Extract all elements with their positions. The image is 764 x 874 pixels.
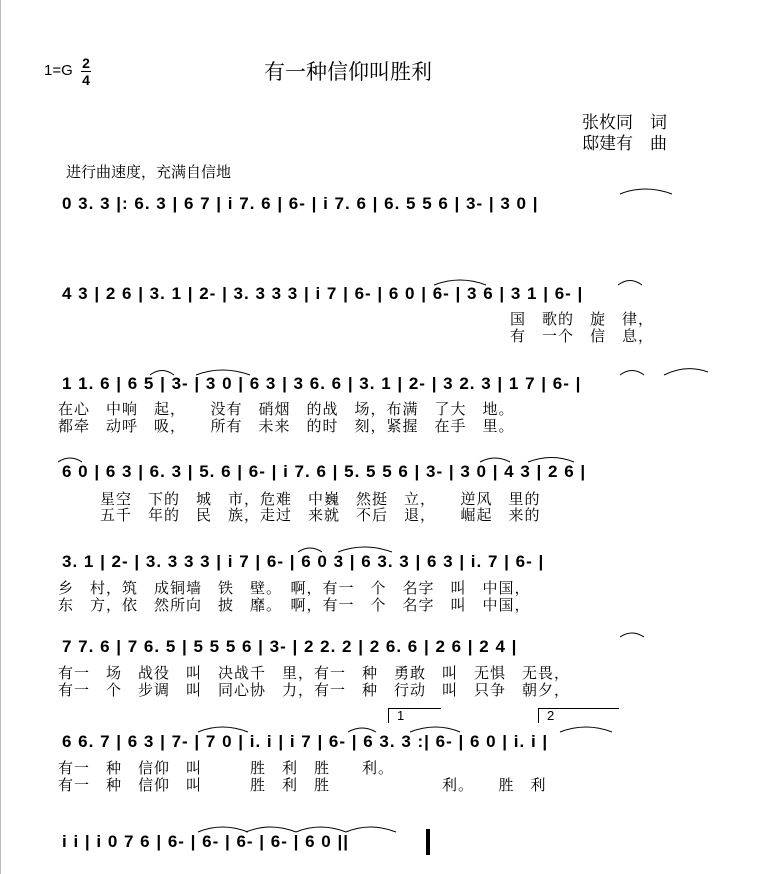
- lyric-line: 东 方，依 然所向 披 靡。 啊，有一 个 名字 叫 中国，: [58, 597, 531, 614]
- song-title: 有一种信仰叫胜利: [264, 61, 432, 84]
- volta-second: 2: [538, 708, 619, 723]
- key-signature: 1=G: [44, 62, 73, 79]
- lyric-line: 有一 个 步调 叫 同心协 力，有一 种 行动 叫 只争 朝夕，: [58, 682, 571, 699]
- notation-line: 4 3 | 2 6 | 3. 1 | 2- | 3. 3 3 3 | i 7 | 6- | 6 0 | 6- | 3 6 | 3 1 | 6- |: [62, 284, 584, 303]
- notation-line: i i | i 0 7 6 | 6- | 6- | 6- | 6- | 6 0 ||: [62, 832, 349, 851]
- lyric-line: 国 歌的 旋 律，: [510, 311, 655, 328]
- lyric-line: 五千 年的 民 族，走过 来就 不后 退， 崛起 来的: [100, 507, 541, 524]
- time-bottom: 4: [82, 72, 90, 88]
- lyric-line: 有一 种 信仰 叫 胜 利 胜 利。 胜 利: [58, 777, 547, 794]
- lyric-line: 有一 种 信仰 叫 胜 利 胜 利。: [58, 760, 395, 777]
- final-barline: [426, 829, 430, 855]
- page-border: [0, 0, 1, 874]
- score-row-6: [58, 637, 698, 661]
- lyric-line: 在心 中响 起， 没有 硝烟 的战 场，布满 了大 地。: [58, 401, 515, 418]
- time-signature: [80, 56, 92, 87]
- score-row-3: [58, 374, 698, 398]
- score-row-7: [58, 732, 698, 756]
- notation-line: 0 3. 3 |: 6. 3 | 6 7 | i 7. 6 | 6- | i 7. 6 | 6. 5 5 6 | 3- | 3 0 |: [62, 194, 539, 213]
- score-row-5: [58, 552, 698, 576]
- score-row-4: [58, 462, 698, 486]
- lyric-line: 有 一个 信 息，: [510, 328, 655, 345]
- lyric-line: 都牵 动呼 吸， 所有 未来 的时 刻，紧握 在手 里。: [58, 418, 515, 435]
- notation-line: 1 1. 6 | 6 5 | 3- | 3 0 | 6 3 | 3 6. 6 | 3. 1 | 2- | 3 2. 3 | 1 7 | 6- |: [62, 374, 582, 393]
- lyric-line: 有一 场 战役 叫 决战千 里，有一 种 勇敢 叫 无惧 无畏，: [58, 665, 571, 682]
- tempo-marking: 进行曲速度，充满自信地: [66, 164, 232, 181]
- score-row-2: [58, 284, 698, 308]
- notation-line: 7 7. 6 | 7 6. 5 | 5 5 5 6 | 3- | 2 2. 2 | 2 6. 6 | 2 6 | 2 4 |: [62, 637, 518, 656]
- score-row-1: [58, 194, 698, 218]
- score-row-8: [58, 832, 698, 856]
- composer-credit: 邸建有 曲: [582, 134, 667, 153]
- notation-line: 6 6. 7 | 6 3 | 7- | 7 0 | i. i | i 7 | 6- | 6 3. 3 :| 6- | 6 0 | i. i |: [62, 732, 549, 751]
- lyric-line: 星空 下的 城 市，危难 中巍 然挺 立， 逆风 里的: [100, 491, 541, 508]
- notation-line: 6 0 | 6 3 | 6. 3 | 5. 6 | 6- | i 7. 6 | 5. 5 5 6 | 3- | 3 0 | 4 3 | 2 6 |: [62, 462, 587, 481]
- lyricist-credit: 张枚同 词: [582, 113, 667, 132]
- notation-line: 3. 1 | 2- | 3. 3 3 3 | i 7 | 6- | 6 0 3 | 6 3. 3 | 6 3 | i. 7 | 6- |: [62, 552, 545, 571]
- volta-first: 1: [388, 708, 441, 723]
- lyric-line: 乡 村，筑 成铜墙 铁 壁。 啊，有一 个 名字 叫 中国，: [58, 580, 531, 597]
- time-top: 2: [82, 55, 90, 71]
